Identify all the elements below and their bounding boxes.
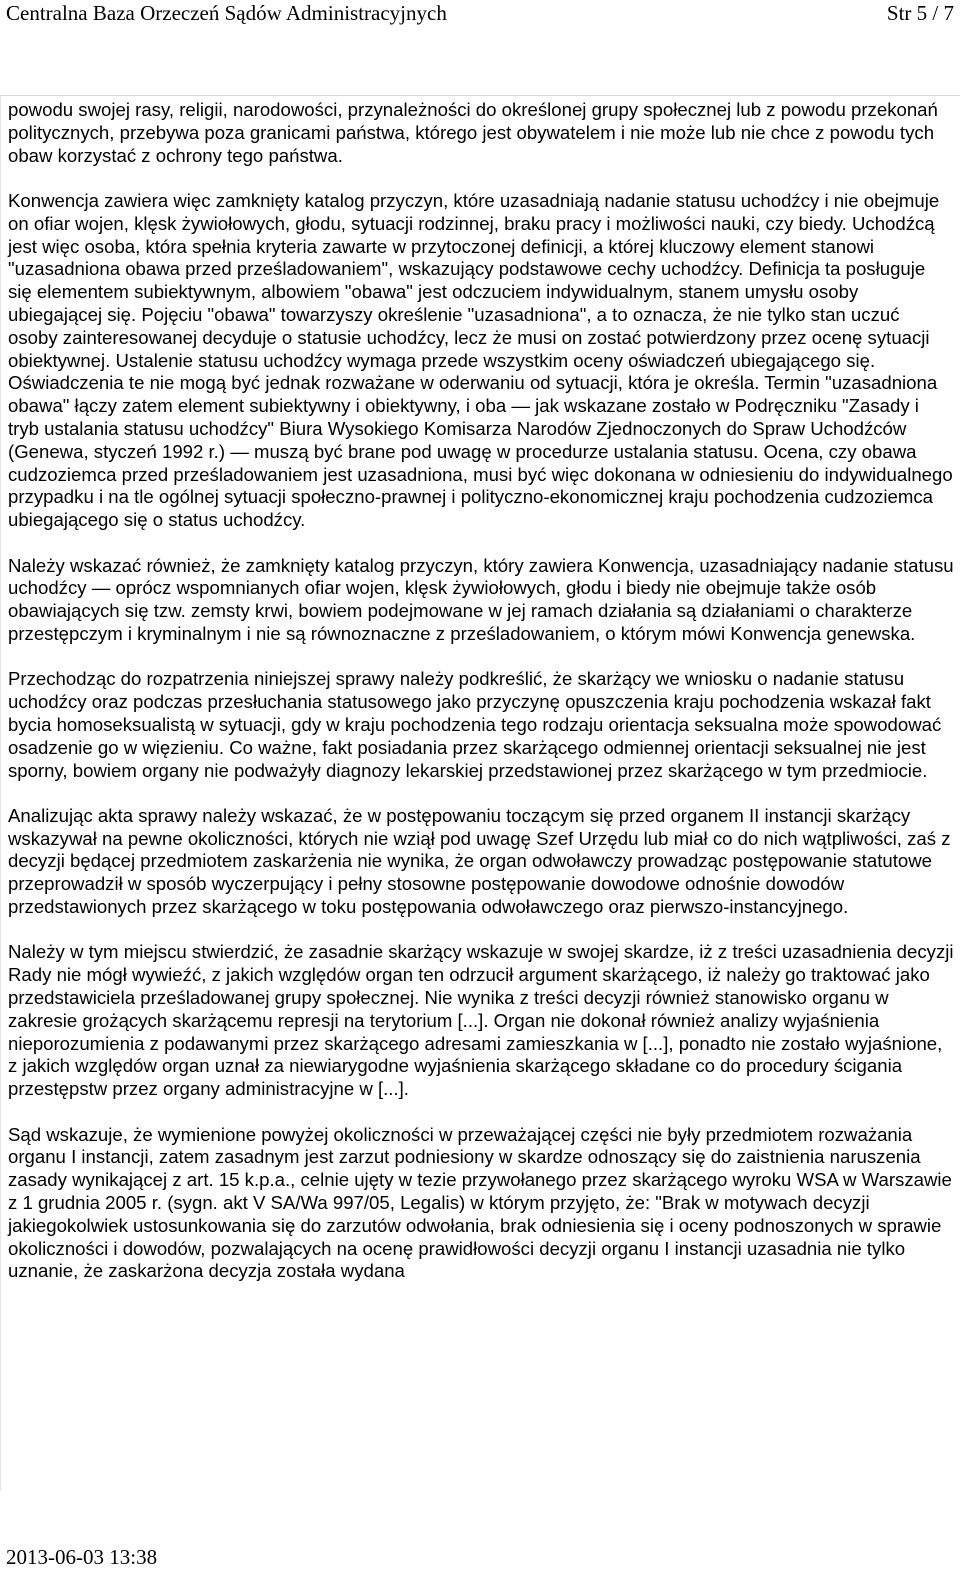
content-left-border xyxy=(0,96,1,1491)
paragraph-3: Należy wskazać również, że zamknięty katalog przyczyn, który zawiera Konwencja, uzasadniający nadanie statusu uchodźcy — oprócz wspomnianych ofiar wojen, klęsk żywiołowych, głodu i biedy nie obejmuje także osób obawiających się tzw. zemsty krwi, bowiem podejmowane w jej ramach działania są działaniami o charakterze przestępczym i kryminalnym i nie są równoznaczne z prześladowaniem, o którym mówi Konwencja genewska. xyxy=(8,554,954,644)
page-number: Str 5 / 7 xyxy=(886,1,954,25)
paragraph-5: Analizując akta sprawy należy wskazać, że w postępowaniu toczącym się przed organem II instancji skarżący wskazywał na pewne okoliczności, których nie wziął pod uwagę Szef Urzędu lub miał co do nich wątpliwości, zaś z decyzji będącej przedmiotem zaskarżenia nie wynika, że organ odwoławczy prowadząc postępowanie statutowe przeprowadził w sposób wyczerpujący i pełny stosowne postępowanie dowodowe odnośnie dowodów przedstawionych przez skarżącego w toku postępowania odwoławczego oraz pierwszo-instancyjnego. xyxy=(8,804,951,918)
page-header xyxy=(0,0,960,26)
paragraph-4: Przechodząc do rozpatrzenia niniejszej sprawy należy podkreślić, że skarżący we wniosku o nadanie statusu uchodźcy oraz podczas przesłuchania statusowego jako przyczynę opuszczenia kraju pochodzenia wskazał fakt bycia homoseksualistą w sytuacji, gdy w kraju pochodzenia tego rodzaju orientacja seksualna może spowodować osadzenie go w więzieniu. Co ważne, fakt posiadania przez skarżącego odmiennej orientacji seksualnej nie jest sporny, bowiem organy nie podważyły diagnozy lekarskiej przedstawionej przez skarżącego w tym przedmiocie. xyxy=(8,668,942,781)
paragraph-2: Konwencja zawiera więc zamknięty katalog przyczyn, które uzasadniają nadanie statusu uchodźcy i nie obejmuje on ofiar wojen, klęsk żywiołowych, głodu, sytuacji rodzinnej, braku pracy i możliwości nauki, czy biedy. Uchodźcą jest więc osoba, która spełnia kryteria zawarte w przytoczonej definicji, a której kluczowy element stanowi "uzasadniona obawa przed prześladowaniem", wskazujący podstawowe cechy uchodźcy. Definicja ta posługuje się elementem subiektywnym, albowiem "obawa" jest odczuciem indywidualnym, stanem umysłu osoby ubiegającej się. Pojęciu "obawa" towarzyszy określenie "uzasadniona", a to oznacza, że nie tylko stan uczuć osoby zainteresowanej decyduje o statusie uchodźcy, lecz że musi on zostać potwierdzony przez ocenę sytuacji obiektywnej. Ustalenie statusu uchodźcy wymaga przede wszystkim oceny oświadczeń ubiegającego się. Oświadczenia te nie mogą być jednak rozważane w oderwaniu od sytuacji, która je określa. Termin "uzasadniona obawa" łączy zatem element subiektywny i obiektywny, i oba — jak wskazane zostało w Podręczniku "Zasady i tryb ustalania statusu uchodźcy" Biura Wysokiego Komisarza Narodów Zjednoczonych do Spraw Uchodźców (Genewa, styczeń 1992 r.) — muszą być brane pod uwagę w procedurze ustalania statusu. Ocena, czy obawa cudzoziemca przed prześladowaniem jest uzasadniona, musi być więc dokonana w odniesieniu do indywidualnego przypadku i na tle ogólnej sytuacji społeczno-prawnej i polityczno-ekonomicznej kraju pochodzenia cudzoziemca ubiegającego się o status uchodźcy. xyxy=(8,189,953,531)
header-divider xyxy=(0,95,960,96)
paragraph-1: powodu swojej rasy, religii, narodowości, przynależności do określonej grupy społecznej lub z powodu przekonań politycznych, przebywa poza granicami państwa, którego jest obywatelem i nie może lub nie chce z powodu tych obaw korzystać z ochrony tego państwa. xyxy=(8,99,938,166)
document-source-title: Centralna Baza Orzeczeń Sądów Administracyjnych xyxy=(6,1,447,25)
paragraph-6: Należy w tym miejscu stwierdzić, że zasadnie skarżący wskazuje w swojej skardze, iż z treści uzasadnienia decyzji Rady nie mógł wywieźć, z jakich względów organ ten odrzucił argument skarżącego, iż należy go traktować jako przedstawiciela prześladowanej grupy społecznej. Nie wynika z treści decyzji również stanowisko organu w zakresie grożących skarżącemu represji na terytorium [...]. Organ nie dokonał również analizy wyjaśnienia nieporozumienia z podawanymi przez skarżącego adresami zamieszkania w [...], ponadto nie zostało wyjaśnione, z jakich względów organ uznał za niewiarygodne wyjaśnienia skarżącego składane co do procedury ścigania przestępstw przez organy administracyjne w [...]. xyxy=(8,941,954,1100)
print-timestamp: 2013-06-03 13:38 xyxy=(6,1545,158,1569)
paragraph-7: Sąd wskazuje, że wymienione powyżej okoliczności w przeważającej części nie były przedmiotem rozważania organu I instancji, zatem zasadnym jest zarzut podniesiony w skardze odnoszący się do zaistnienia naruszenia zasady wynikającej z art. 15 k.p.a., celnie ujęty w tezie przywołanego przez skarżącego wyroku WSA w Warszawie z 1 grudnia 2005 r. (sygn. akt V SA/Wa 997/05, Legalis) w którym przyjęto, że: "Brak w motywach decyzji jakiegokolwiek ustosunkowania się do zarzutów odwołania, brak odniesienia się i oceny podnoszonych w sprawie okoliczności i dowodów, pozwalających na ocenę prawidłowości decyzji organu I instancji uzasadnia nie tylko uznanie, że zaskarżona decyzja została wydana xyxy=(8,1123,952,1282)
judgment-body xyxy=(8,99,954,1306)
